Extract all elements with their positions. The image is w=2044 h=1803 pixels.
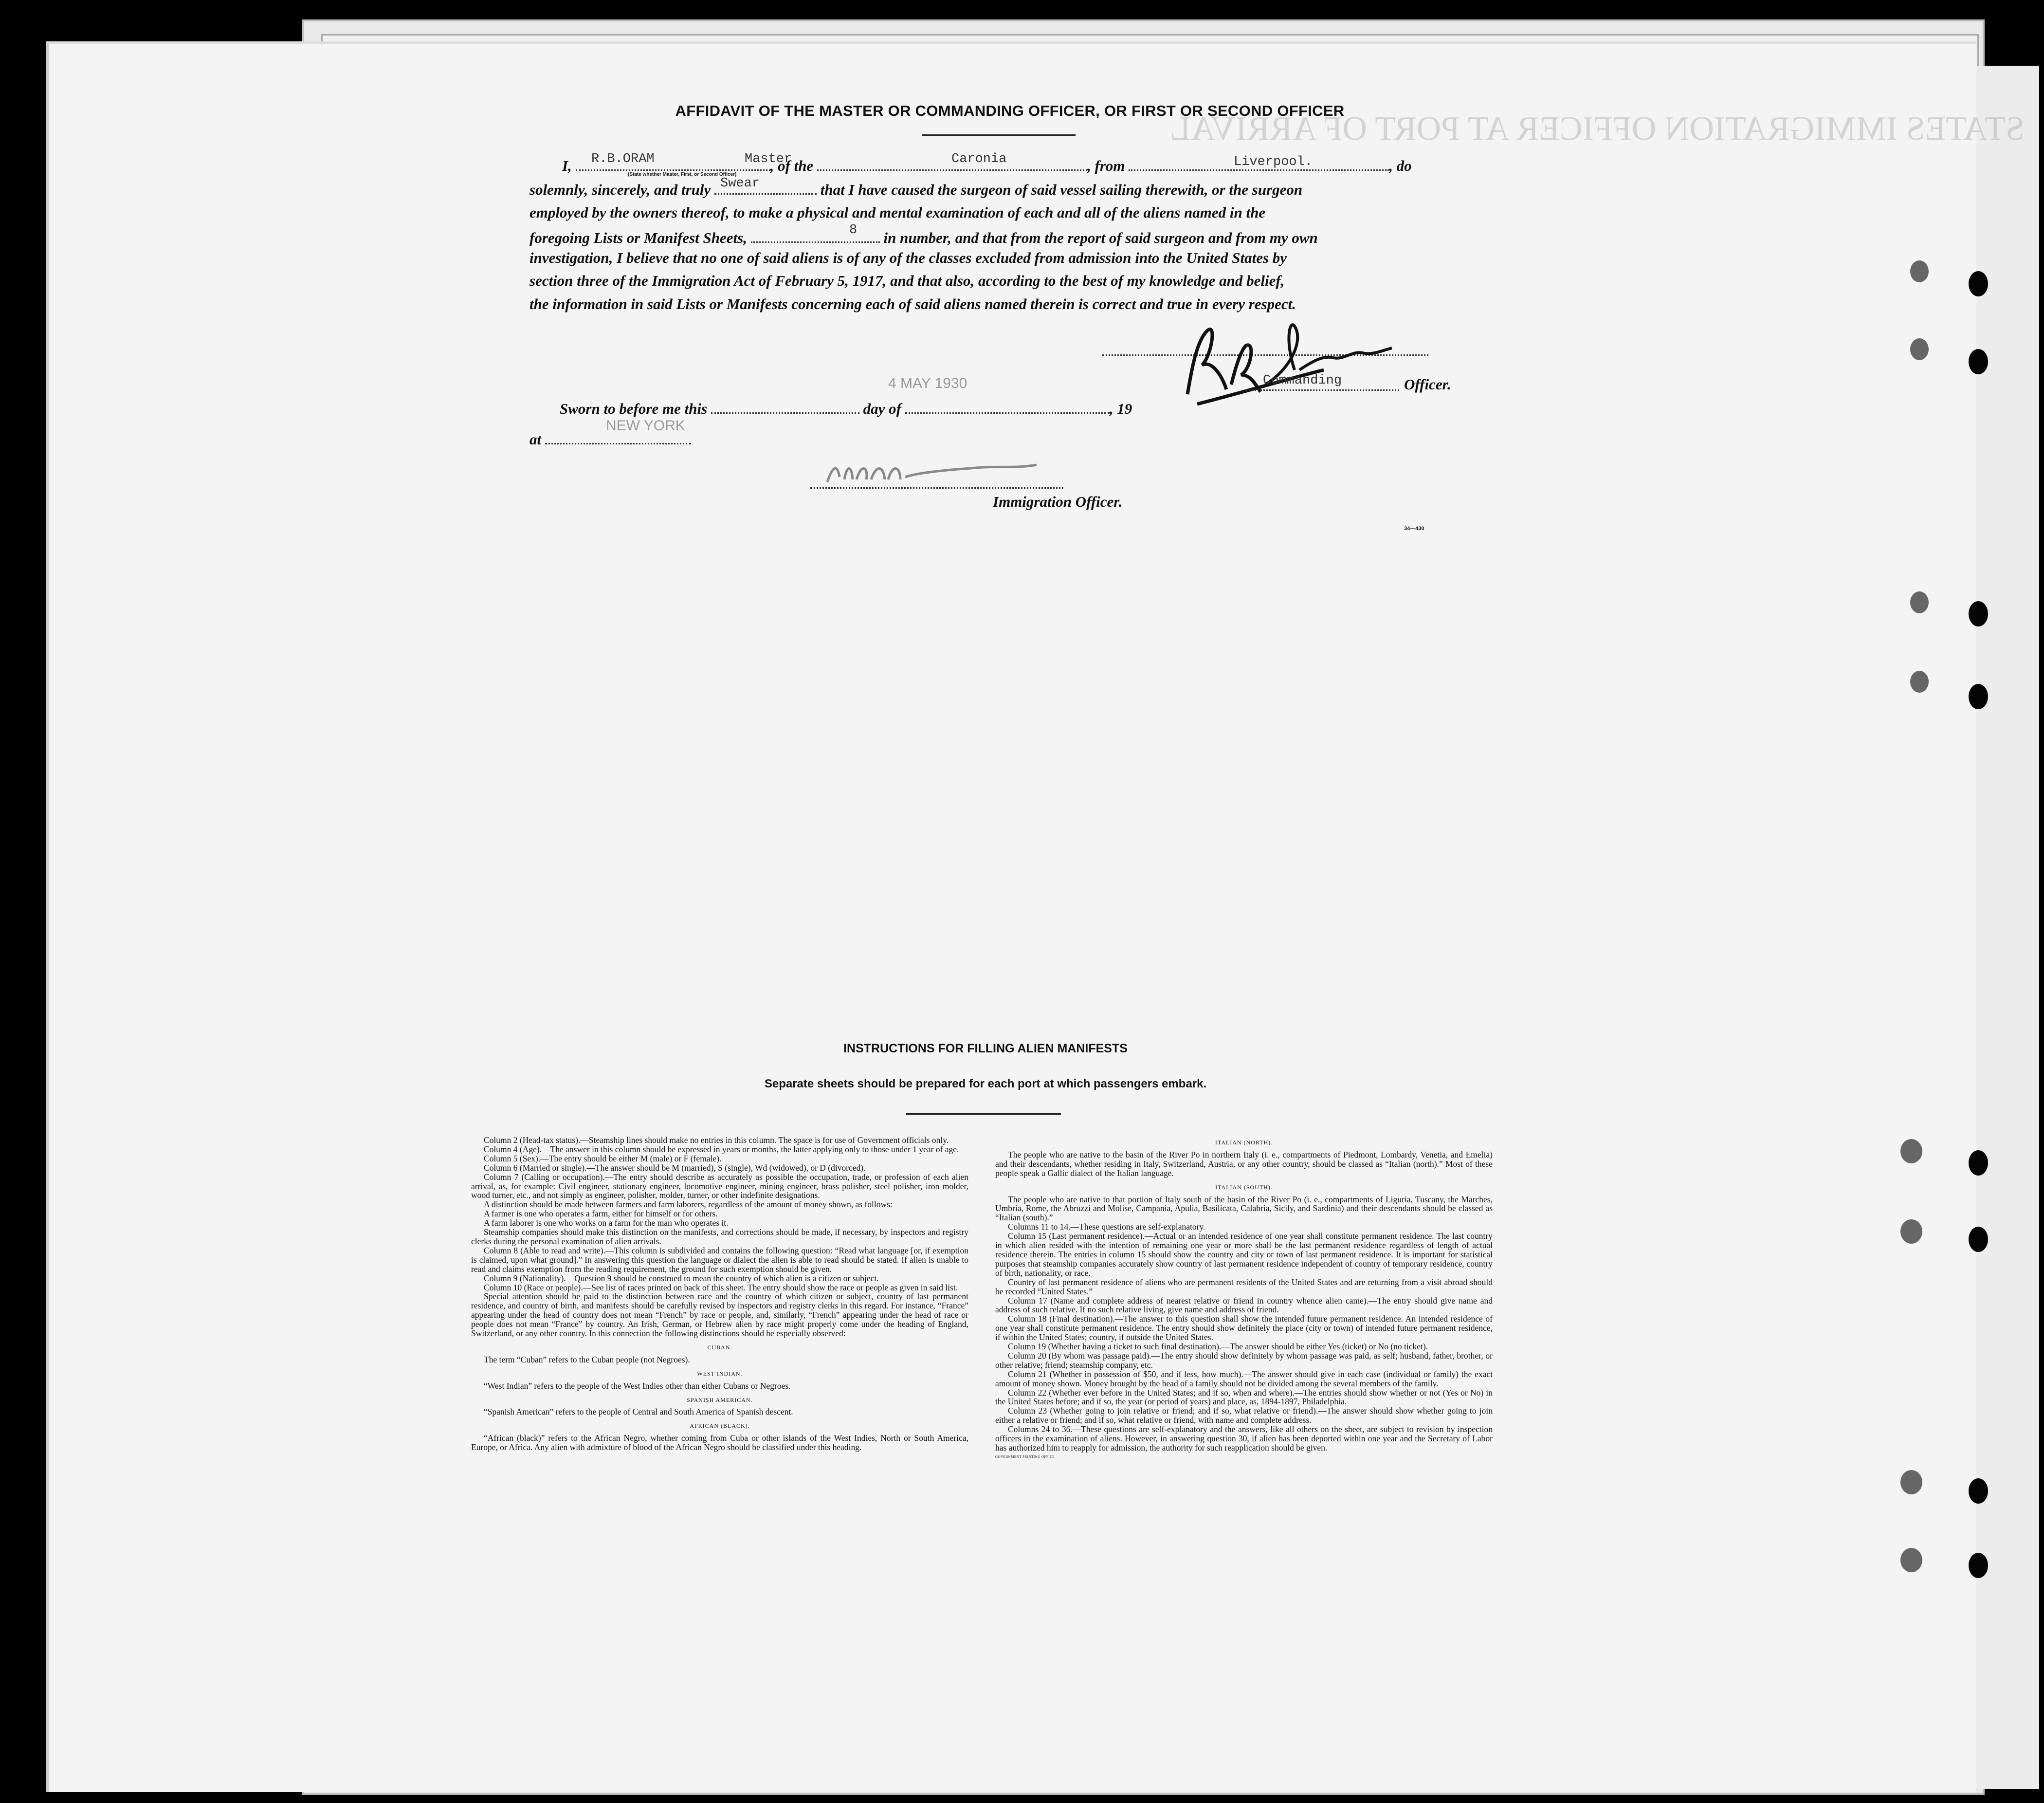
instruction-paragraph: The term “Cuban” refers to the Cuban people (not Negroes). [484,1354,690,1364]
commanding-typed: Commanding [1263,373,1342,388]
section-heading: ITALIAN (NORTH). [1215,1139,1273,1146]
instruction-paragraph: Column 5 (Sex).—The entry should be either M (male) or F (female). [484,1153,722,1163]
affidavit-line-3: employed by the owners thereof, to make a physical and mental examination of each and all of the aliens named in the [529,204,1266,221]
punch-hole [1969,271,1988,296]
sheet-count-typed: 8 [849,223,858,238]
punch-hole [1969,1478,1988,1504]
affidavit-line-7: the information in said Lists or Manifests concerning each of said aliens named therein is correct and true in every respect. [529,295,1296,313]
instruction-paragraph: Column 10 (Race or people).—See list of races printed on back of this sheet. The entry should show the race or people as given in said list. [484,1282,958,1292]
immigration-officer-signature [822,458,1046,492]
bleed-through-header: STATES IMMIGRATION OFFICER AT PORT OF ARRIVAL [1169,110,2025,147]
instruction-paragraph: Special attention should be paid to the distinction between race and the country of which citizen or subject, country of last permanent residence, and country of birth, and manifests should be carefully revised by inspectors and registry clerks in this regard. For instance, “France” appearing under the head of country does not mean “French” by race or people, and, similarly, “French” appearing under the head of race or people does not mean “France” by country. An Irish, German, or Hebrew alien by race might properly come under the heading of England, Switzerland, or any other country. In this connection the following distinctions should be especially observed: [471,1291,968,1339]
port-typed: Liverpool. [1234,155,1313,169]
binder-ring [1900,1139,1922,1163]
binder-ring [1900,1219,1922,1244]
instruction-paragraph: Column 6 (Married or single).—The answer should be M (married), S (single), Wd (widowed), or D (divorced). [484,1162,866,1173]
vessel-typed: Caronia [951,152,1007,166]
affidavit-line-5: investigation, I believe that no one of said aliens is of any of the classes excluded from admission into the United States by [529,249,1287,266]
instruction-paragraph: Column 22 (Whether ever before in the United States; and if so, when and where).—The entries should show whether or not (Yes or No) in the United States before; and if so, the year (or period of years) and place, as, 1894-1897, Philadelphia. [995,1387,1493,1407]
instructions-rule [906,1113,1061,1115]
instruction-paragraph: Column 15 (Last permanent residence).—Actual or an intended residence of one year shall constitute permanent residence. The last country in which alien resided with the intention of remaining one year or more shall be the last permanent residence regardless of length of actual residence therein. The entries in column 15 should show the country and city or town of last permanent residence. It is important for statistical purposes that steamship companies accurately show country of last permanent residence independent of country of temporary residence, country of birth, nationality, or race. [995,1231,1493,1278]
instruction-paragraph: A distinction should be made between farmers and farm laborers, regardless of the amount of money shown, as follows: [484,1199,893,1210]
word-i: I, [562,157,572,174]
instruction-paragraph: Column 9 (Nationality).—Question 9 should be construed to mean the country of which alien is a citizen or subject. [484,1273,879,1283]
officer-label: Officer. [1404,376,1451,393]
immigration-officer-rule [810,487,1063,489]
instruction-paragraph: Column 19 (Whether having a ticket to such final destination).—The answer should be either Yes (ticket) or No (no ticket). [1008,1342,1428,1352]
instruction-paragraph: The people who are native to that portion of Italy south of the basin of the River Po (i. e., compartments of Liguria, Tuscany, the Marches, Umbria, Rome, the Abruzzi and Molise, Campania, Apulia, Basilicata, Calabria, Sicily, and Sardinia) and their descendants should be classed as “Italian (south).” [995,1194,1493,1223]
punch-hole [1969,684,1988,709]
section-heading: WEST INDIAN. [697,1370,743,1377]
instruction-paragraph: Column 20 (By whom was passage paid).—The entry should show definitely by whom passage was paid, as self; husband, father, brother, or other relative; friend; steamship company, etc. [995,1350,1493,1370]
rank-typed: Master [745,152,792,166]
instructions-left-column [471,1136,968,1452]
month-field [905,398,1110,414]
binder-ring [1900,1548,1922,1572]
instruction-paragraph: Steamship companies should make this distinction on the manifests, and corrections should be made, if necessary, by inspectors and registry clerks during the personal examination of alien arrivals. [471,1227,968,1246]
binder-ring [1910,338,1929,360]
instruction-paragraph: Column 7 (Calling or occupation).—The entry should describe as accurately as possible the occupation, trade, or profession of each alien arrival, as, for example: Civil engineer, stationary engineer, locomotive engineer, mining engineer, brass polisher, steel polisher, iron molder, wood turner, etc., and not simply as engineer, polisher, molder, turner, or other indefinite designations. [471,1172,968,1200]
oath-typed: Swear [720,176,760,191]
instruction-paragraph: A farm laborer is one who works on a farm for the man who operates it. [484,1218,729,1228]
rank-note: (State whether Master, First, or Second Officer) [628,172,737,177]
day-field [711,398,859,414]
instruction-paragraph: Columns 24 to 36.—These questions are self-explanatory and the answers, like all others on the sheet, are subject to revision by inspection officers in the examination of aliens. However, in answering question 30, if alien has been deported within one year and the Secretary of Labor has authorized him to reapply for admission, the authority for such reapplication should be given. [995,1424,1493,1453]
master-name-typed: R.B.ORAM [591,152,655,166]
form-number: 34—430 [1404,526,1424,532]
instruction-paragraph: The people who are native to the basin of the River Po in northern Italy (i. e., compartments of Piedmont, Lombardy, Venetia, and Emelia) and their descendants, whether residing in Italy, Switzerland, Austria, or any other country, should be classed as “Italian (north).” Most of these people speak a Gallic dialect of the Italian language. [995,1149,1493,1178]
instruction-paragraph: “West Indian” refers to the people of the West Indies other than either Cubans or Negroes. [484,1380,791,1391]
binder-ring [1910,591,1929,613]
title-rule [922,134,1076,136]
instruction-paragraph: Column 2 (Head-tax status).—Steamship lines should make no entries in this column. The space is for use of Government officials only. [484,1135,949,1145]
affidavit-line-6: section three of the Immigration Act of February 5, 1917, and that also, according to the best of my knowledge and belief, [529,272,1285,289]
instruction-paragraph: “African (black)” refers to the African Negro, whether coming from Cuba or other islands of the West Indies, North or South America, Europe, or Africa. Any alien with admixture of blood of the African Negro should be classified under this heading. [471,1433,968,1453]
instruction-paragraph: Country of last permanent residence of aliens who are permanent residents of the United States and are returning from a visit abroad should be recorded “United States.” [995,1277,1493,1296]
binder-ring [1910,671,1929,693]
instruction-paragraph: Column 4 (Age).—The answer in this column should be expressed in years or months, the latter applying only to those under 1 year of age. [484,1144,959,1154]
affidavit-line-4: foregoing Lists or Manifest Sheets, in number, and that from the report of said surgeon and from my own [529,227,1318,247]
instruction-paragraph: Column 17 (Name and complete address of nearest relative or friend in country whence alien came).—The entry should give name and address of such relative. If no such relative living, give name and address of friend. [995,1295,1493,1315]
binder-ring [1910,260,1929,282]
section-heading: SPANISH AMERICAN. [687,1396,753,1403]
instruction-paragraph: “Spanish American” refers to the people of Central and South America of Spanish descent. [484,1407,793,1417]
sworn-line: Sworn to before me this day of , 19 [560,398,1132,418]
punch-hole [1969,601,1988,626]
instructions-title: INSTRUCTIONS FOR FILLING ALIEN MANIFESTS [843,1042,1128,1055]
instruction-paragraph: Column 8 (Able to read and write).—This column is subdivided and contains the following question: “Read what language [or, if exemption is claimed, upon what ground].” In answering this question the language or dialect the alien is able to read should be stated. If alien is unable to read and claims exemption from the reading requirement, the ground for such exemption should be given. [471,1245,968,1274]
place-stamp: NEW YORK [606,418,685,434]
instruction-paragraph: Column 23 (Whether going to join relative or friend; and if so, what relative or friend).—The answer should show whether going to join either a relative or friend; and if so, what relative or friend, with name and complete address. [995,1406,1493,1425]
instructions-right-column [995,1138,1493,1462]
affidavit-line-1: I, , of the , from , do [562,155,1412,175]
punch-hole [1969,349,1988,374]
section-heading: ITALIAN (SOUTH). [1215,1183,1273,1191]
instruction-paragraph: Columns 11 to 14.—These questions are self-explanatory. [1008,1222,1205,1232]
instruction-paragraph: Column 18 (Final destination).—The answer to this question shall show the intended future permanent residence. An intended residence of one year shall constitute permanent residence. The entry should show definitely the place (city or town) of intended future permanent residence, if within the United States; country, if outside the United States. [995,1314,1493,1343]
punch-hole [1969,1227,1988,1252]
binder-ring [1900,1470,1922,1494]
sheet-count-field [751,227,880,243]
instructions-subtitle: Separate sheets should be prepared for each port at which passengers embark. [764,1077,1207,1090]
printer-note: GOVERNMENT PRINTING OFFICE [995,1454,1055,1459]
punch-hole [1969,1553,1988,1578]
section-heading: AFRICAN (BLACK). [690,1422,750,1430]
instruction-paragraph: Column 21 (Whether in possession of $50, and if less, how much).—The answer should give in each case (individual or family) the exact amount of money shown. Money brought by the head of a family should not be divided among the several members of the family. [995,1369,1493,1388]
punch-hole [1969,1150,1988,1176]
immigration-officer-label: Immigration Officer. [993,493,1123,510]
master-signature [1178,312,1431,409]
date-stamp: 4 MAY 1930 [888,375,967,391]
instruction-paragraph: A farmer is one who operates a farm, either for himself or for others. [484,1209,718,1219]
at-line: at [529,428,691,448]
section-heading: CUBAN. [707,1343,732,1351]
affidavit-line-2: solemnly, sincerely, and truly that I have caused the surgeon of said vessel sailing therewith, or the surgeon [529,179,1302,199]
affidavit-title: AFFIDAVIT OF THE MASTER OR COMMANDING OFFICER, OR FIRST OR SECOND OFFICER [675,102,1345,119]
commanding-rule [1246,389,1399,391]
